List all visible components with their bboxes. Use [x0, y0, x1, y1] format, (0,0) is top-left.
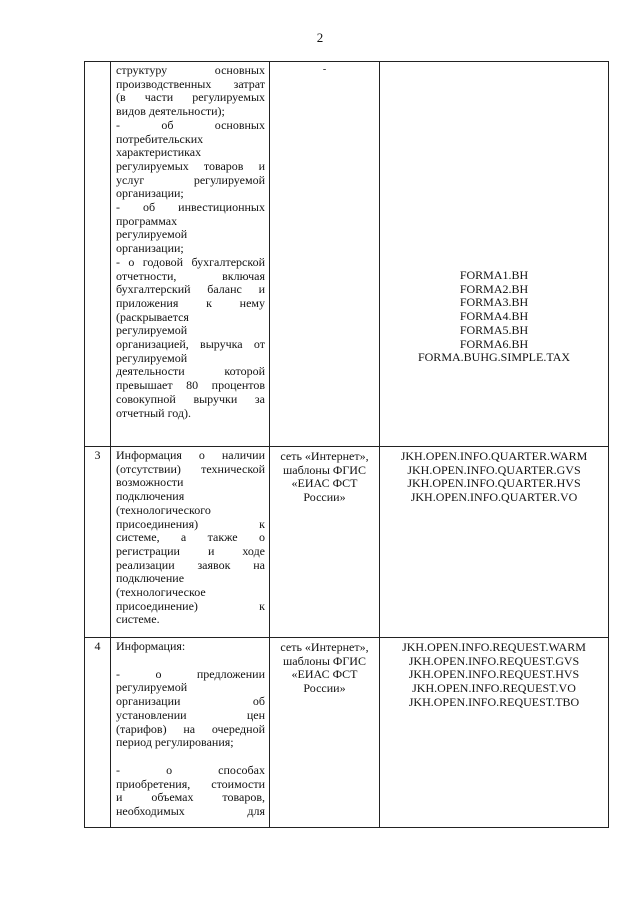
description-line: возможности: [116, 475, 184, 490]
description-line: и объемах товаров,: [116, 790, 265, 805]
table-row: [85, 447, 609, 638]
description-line: системе.: [116, 612, 160, 627]
template-code: FORMA6.BH: [459, 336, 529, 351]
row-templates: [380, 62, 609, 447]
description-line: услуг регулируемой: [116, 172, 265, 187]
description-line: (технологического: [116, 502, 211, 517]
description-line: период регулирования;: [116, 735, 234, 750]
description-line: (тарифов) на очередной: [116, 721, 265, 736]
source-mark: -: [322, 64, 327, 75]
description-line: регулируемой: [116, 323, 188, 338]
description-line: организацией, выручка от: [116, 337, 265, 352]
description-line: программах: [116, 213, 178, 228]
row-source: [270, 638, 380, 828]
description-line: регулируемых товаров и: [116, 158, 265, 173]
row-description: [111, 447, 270, 638]
description-line: организации;: [116, 241, 184, 256]
description-line: бухгалтерский баланс и: [116, 282, 265, 297]
source-line: России»: [303, 490, 346, 505]
template-code: JKH.OPEN.INFO.REQUEST.HVS: [408, 667, 580, 682]
row-description: [111, 62, 270, 447]
template-code: JKH.OPEN.INFO.REQUEST.VO: [412, 681, 576, 696]
description-line: регулируемой: [116, 350, 188, 365]
description-line: Информация о наличии: [116, 448, 265, 462]
description-line: [116, 654, 265, 668]
description-line: [116, 750, 265, 764]
source-line: шаблоны ФГИС: [283, 653, 366, 668]
description-line: подключения: [116, 489, 185, 504]
description-line: подключение: [116, 571, 185, 586]
description-line: отчетный год).: [116, 405, 191, 420]
description-line: Информация:: [116, 639, 186, 653]
description-line: (технологическое: [116, 585, 206, 600]
source-line: сеть «Интернет»,: [280, 640, 369, 654]
description-line: регулируемой: [116, 680, 188, 695]
template-code: JKH.OPEN.INFO.REQUEST.TBO: [408, 694, 580, 709]
description-line: - о годовой бухгалтерской: [116, 254, 265, 269]
row-source: [270, 62, 380, 447]
description-line: - об инвестиционных: [116, 200, 265, 215]
description-line: организации;: [116, 186, 184, 201]
template-code: FORMA3.BH: [459, 295, 529, 310]
description-line: регистрации и ходе: [116, 543, 265, 558]
source-line: сеть «Интернет»,: [280, 449, 369, 463]
template-code: FORMA2.BH: [459, 281, 529, 296]
source-line: «ЕИАС ФСТ: [291, 476, 358, 491]
description-line: (раскрывается: [116, 309, 189, 324]
template-code: JKH.OPEN.INFO.QUARTER.VO: [410, 490, 578, 505]
description-line: (отсутствии) технической: [116, 461, 265, 476]
row-number: 4: [85, 638, 111, 828]
template-code: JKH.OPEN.INFO.REQUEST.GVS: [408, 653, 580, 668]
description-line: реализации заявок на: [116, 557, 265, 572]
disclosure-table: [84, 61, 609, 828]
page-number: 2: [316, 30, 324, 45]
source-line: «ЕИАС ФСТ: [291, 667, 358, 682]
row-source: [270, 447, 380, 638]
row-description: [111, 638, 270, 828]
description-line: организации об: [116, 694, 265, 709]
description-line: производственных затрат: [116, 76, 265, 91]
description-line: - о предложении: [116, 666, 265, 681]
description-line: отчетности, включая: [116, 268, 265, 283]
description-line: потребительских: [116, 131, 204, 146]
description-line: приобретения, стоимости: [116, 776, 265, 791]
template-code: FORMA4.BH: [459, 309, 529, 324]
description-line: превышает 80 процентов: [116, 378, 265, 393]
description-line: приложения к нему: [116, 295, 265, 310]
description-line: структуру основных: [116, 63, 265, 77]
template-code: FORMA5.BH: [459, 322, 529, 337]
description-line: характеристиках: [116, 145, 202, 160]
template-code: FORMA.BUHG.SIMPLE.TAX: [417, 350, 571, 365]
description-line: видов деятельности);: [116, 104, 225, 119]
description-line: необходимых для: [116, 804, 265, 819]
table-row: [85, 62, 609, 447]
description-line: присоединение) к: [116, 598, 265, 613]
template-code: JKH.OPEN.INFO.QUARTER.GVS: [407, 462, 581, 477]
source-line: шаблоны ФГИС: [283, 462, 366, 477]
template-code: JKH.OPEN.INFO.QUARTER.HVS: [407, 476, 581, 491]
description-line: деятельности которой: [116, 364, 265, 379]
table-row: [85, 638, 609, 828]
template-code: JKH.OPEN.INFO.REQUEST.WARM: [402, 640, 586, 654]
template-code: JKH.OPEN.INFO.QUARTER.WARM: [400, 449, 588, 463]
row-templates: [380, 447, 609, 638]
description-line: совокупной выручки за: [116, 391, 265, 406]
source-line: России»: [303, 681, 346, 696]
row-number: 3: [85, 447, 111, 638]
description-line: - об основных: [116, 117, 265, 132]
row-templates: [380, 638, 609, 828]
description-line: установлении цен: [116, 707, 265, 722]
description-line: регулируемой: [116, 227, 188, 242]
description-line: системе, а также о: [116, 530, 265, 545]
description-line: (в части регулируемых: [116, 90, 265, 105]
row-number: [85, 62, 111, 447]
description-line: присоединения) к: [116, 516, 265, 531]
template-code: FORMA1.BH: [459, 268, 529, 282]
description-line: - о способах: [116, 762, 265, 777]
